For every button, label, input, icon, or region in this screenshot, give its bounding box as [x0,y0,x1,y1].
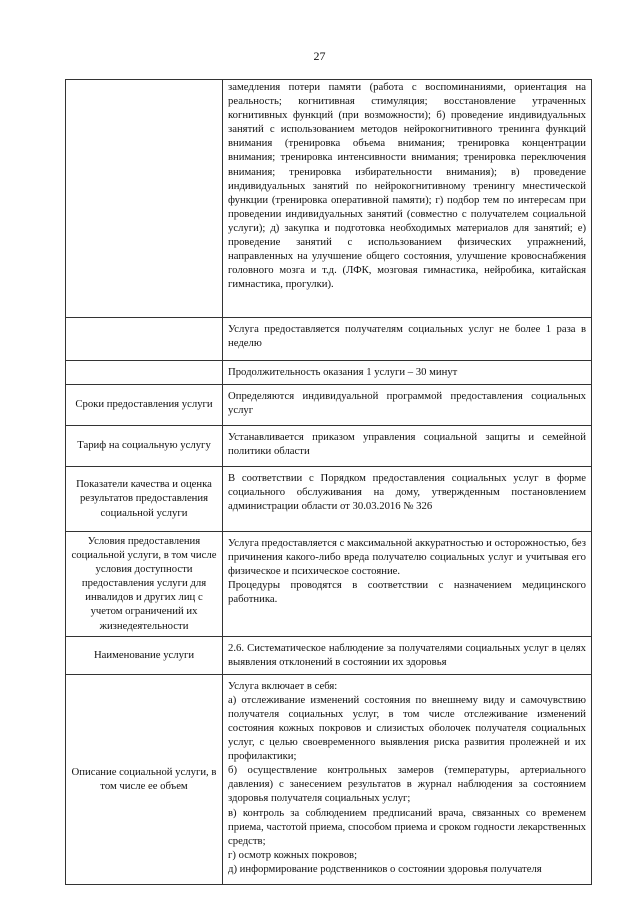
description-item: д) информирование родственников о состоянии здоровья получателя [228,862,542,875]
duration-text: Продолжительность оказания 1 услуги – 30 минут [223,361,592,385]
table-row [66,385,592,426]
tariff-text: Устанавливается приказом управления социальной защиты и семейной политики области [223,426,592,467]
volume-text: Услуга предоставляется получателям социальных услуг не более 1 раза в неделю [223,318,592,361]
service-name-text: 2.6. Систематическое наблюдение за получателями социальных услуг в целях выявления отклонений в состоянии их здоровья [223,636,592,674]
service-name-label: Наименование услуги [66,636,223,674]
table-row [66,426,592,467]
description-item: а) отслеживание изменений состояния по внешнему виду и самочувствию получателя социальных услуг, в том числе отслеживание изменений состояния кожных покровов и слизистых оболочек получателя социальных услуг, с целью своевременного выявления риска развития пролежней и их профилактики; [228,693,586,763]
page-number: 27 [313,49,326,63]
service-table [65,79,592,885]
table-row [66,361,592,385]
table-row [66,318,592,361]
description-item: в) контроль за соблюдением предписаний врача, связанных со временем приема, частотой приема, способом приема и сроком годности лекарственных средств; [228,806,586,847]
description-text [223,674,592,884]
terms-label: Сроки предоставления услуги [66,385,223,426]
conditions-label: Условия предоставления социальной услуги, в том числе условия доступности предоставления услуги для инвалидов и других лиц с учетом ограничений их жизнедеятельности [66,532,223,637]
terms-text: Определяются индивидуальной программой предоставления социальных услуг [223,385,592,426]
quality-text: В соответствии с Порядком предоставления социальных услуг в форме социального обслуживания на дому, утвержденным постановлением администрации области от 30.03.2016 № 326 [223,467,592,532]
table-row [66,532,592,637]
description-item: г) осмотр кожных покровов; [228,848,358,861]
quality-label: Показатели качества и оценка результатов предоставления социальной услуги [66,467,223,532]
description-item: Услуга включает в себя: [228,679,338,692]
empty-label-cell [66,361,223,385]
table-row [66,674,592,884]
empty-label-cell [66,318,223,361]
tariff-label: Тариф на социальную услугу [66,426,223,467]
description-item: б) осуществление контрольных замеров (температуры, артериального давления) с занесением результатов в журнал наблюдения за состоянием здоровья получателя социальных услуг; [228,764,586,805]
conditions-paragraph-2: Процедуры проводятся в соответствии с назначением медицинского работника. [228,579,586,606]
table-row [66,80,592,318]
empty-label-cell [66,80,223,318]
conditions-text [223,532,592,637]
description-label: Описание социальной услуги, в том числе ее объем [66,674,223,884]
table-row [66,467,592,532]
conditions-paragraph-1: Услуга предоставляется с максимальной аккуратностью и осторожностью, без причинения какого-либо вреда получателю социальных услуг и учитывая его физическое и психическое состояние. [228,537,586,578]
continuation-text: замедления потери памяти (работа с воспоминаниями, ориентация на реальность; когнитивная стимуляция; восстановление утраченных когнитивных функций (при возможности); б) проведение индивидуальных занятий с использованием методов нейрокогнитивного тренинга функций внимания (тренировка объема внимания; тренировка концентрации внимания; тренировка интенсивности внимания; тренировка переключения внимания; тренировка избирательности внимания); в) проведение индивидуальных занятий по нейрокогнитивному тренингу мнестической функции (тренировка оперативной памяти); г) подбор тем по интересам при проведении индивидуальных занятий (совместно с получателем социальной услуги); д) закупка и подготовка необходимых материалов для занятий; е) проведение занятий с использованием физических упражнений, направленных на улучшение общего состояния, улучшение кровоснабжения головного мозга и т.д. (ЛФК, мозговая гимнастика, нейробика, китайская гимнастика, прогулки). [223,80,592,318]
table-row [66,636,592,674]
